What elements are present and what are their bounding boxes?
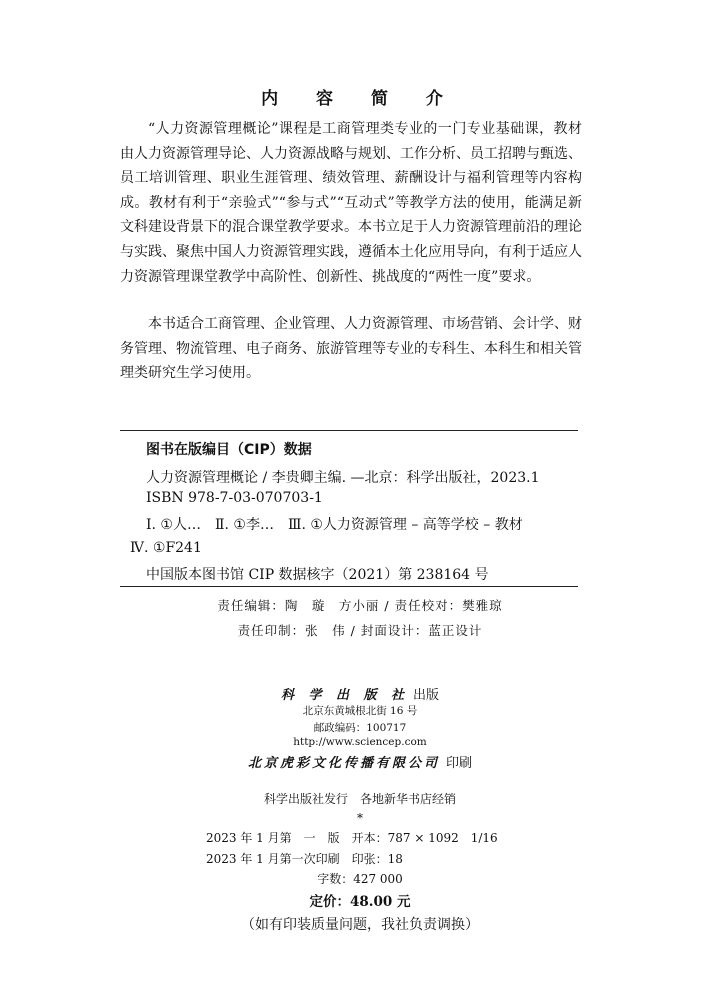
quality-notice: （如有印装质量问题，我社负责调换） bbox=[241, 917, 479, 933]
cip-top-rule bbox=[120, 430, 578, 431]
printer-name: 北京虎彩文化传播有限公司 bbox=[247, 756, 440, 771]
cip-isbn: ISBN 978-7-03-070703-1 bbox=[146, 490, 323, 506]
staff-line-2: 责任印制：张 伟 / 封面设计：蓝正设计 bbox=[237, 623, 483, 638]
publisher-line bbox=[0, 684, 720, 703]
page-title: 内 容 简 介 bbox=[261, 89, 459, 109]
publisher-role: 出版 bbox=[413, 688, 440, 703]
price-line: 定价：48.00 元 bbox=[309, 894, 411, 910]
intro-text-2: 本书适合工商管理、企业管理、人力资源管理、市场营销、会计学、财务管理、物流管理、电子商务、旅游管理等专业的专科生、本科生和相关管理类研究生学习使用。 bbox=[120, 316, 582, 382]
cip-record-number: 中国版本图书馆 CIP 数据核字（2021）第 238164 号 bbox=[146, 567, 489, 583]
distribution-line: 科学出版社发行 各地新华书店经销 bbox=[263, 792, 456, 806]
cip-heading: 图书在版编目（CIP）数据 bbox=[146, 442, 312, 458]
word-count-line: 字数：427 000 bbox=[317, 872, 403, 886]
cip-line-1: 人力资源管理概论 / 李贵卿主编. —北京：科学出版社，2023.1 bbox=[146, 470, 540, 486]
publisher-address: 北京东黄城根北街 16 号 bbox=[302, 705, 418, 717]
staff-line-1: 责任编辑：陶 璇 方小丽 / 责任校对：樊雅琼 bbox=[217, 598, 503, 613]
intro-text-1: “人力资源管理概论”课程是工商管理类专业的一门专业基础课，教材由人力资源管理导论、人力资源战略与规划、工作分析、员工招聘与甄选、员工培训管理、职业生涯管理、绩效管理、薪酬设计与福利管理等内容构成。教材有利于“亲验式”“参与式”“互动式”等教学方法的使用，能满足新文科建设背景下的混合课堂教学要求。本书立足于人力资源管理前沿的理论与实践、聚焦中国人力资源管理实践，遵循本土化应用导向，有利于适应人力资源管理课堂教学中高阶性、创新性、挑战度的“两性一度”要求。 bbox=[120, 121, 582, 285]
separator-star: * bbox=[357, 811, 363, 825]
printer-line bbox=[0, 752, 720, 771]
printer-role: 印刷 bbox=[446, 756, 473, 771]
edition-spec-line: 2023 年 1 月第 一 版 开本：787 × 1092 1/16 bbox=[206, 831, 498, 845]
publisher-url: http://www.sciencep.com bbox=[293, 736, 427, 748]
cip-line-4: Ⅳ. ①F241 bbox=[130, 540, 202, 556]
publisher-postcode: 邮政编码：100717 bbox=[313, 722, 407, 734]
cip-line-3: Ⅰ. ①人… Ⅱ. ①李… Ⅲ. ①人力资源管理 – 高等学校 – 教材 bbox=[146, 517, 523, 533]
cip-bottom-rule bbox=[120, 586, 578, 587]
intro-paragraph-1 bbox=[120, 117, 582, 289]
intro-paragraph-2 bbox=[120, 312, 582, 386]
printing-spec-line: 2023 年 1 月第一次印刷 印张：18 bbox=[206, 852, 403, 866]
publisher-name: 科 学 出 版 社 bbox=[280, 688, 410, 703]
